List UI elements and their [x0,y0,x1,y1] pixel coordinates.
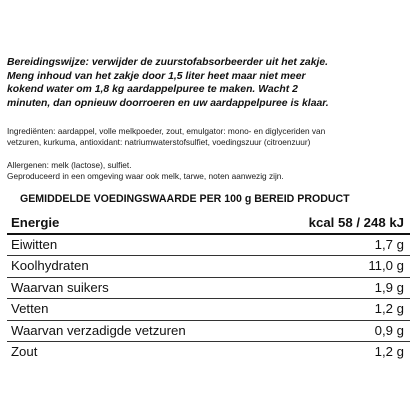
instructions-line: minuten, dan opnieuw doorroeren en uw aardappelpuree is klaar. [7,97,329,109]
ingredients-text [7,126,411,148]
table-row [7,278,410,299]
nutrient-label: Waarvan suikers [11,279,109,295]
allergens-line: Allergenen: melk (lactose), sulfiet. [7,160,132,170]
nutrient-label: Koolhydraten [11,258,89,274]
instructions-line: Bereidingswijze: verwijder de zuurstofabsorbeerder uit het zakje. [7,57,329,68]
table-row [7,342,410,363]
table-row [7,235,410,256]
nutrient-value: 1,2 g [374,301,404,317]
nutrient-value: 1,2 g [374,343,404,359]
nutrient-value: 11,0 g [368,258,404,274]
ingredients-line: vetzuren, kurkuma, antioxidant: natriumwaterstofsulfiet, voedingszuur (citroenzuur) [7,137,311,148]
nutrient-label: Zout [11,343,38,359]
nutrition-heading: GEMIDDELDE VOEDINGSWAARDE PER 100 g BEREID PRODUCT [20,193,350,205]
energy-label: Energie [11,215,60,230]
nutrient-label: Waarvan verzadigde vetzuren [11,322,186,338]
ingredients-line: Ingrediënten: aardappel, volle melkpoeder, zout, emulgator: mono- en diglyceriden van [7,126,326,136]
allergens-line: Geproduceerd in een omgeving waar ook melk, tarwe, noten aanwezig zijn. [7,171,284,182]
nutrient-value: 1,7 g [374,237,404,252]
nutrient-value: 0,9 g [374,322,404,338]
nutrition-table [7,213,410,363]
nutrient-label: Eiwitten [11,237,58,252]
table-row [7,299,410,320]
instructions-line: kokend water om 1,8 kg aardappelpuree te maken. Wacht 2 [7,84,298,96]
preparation-instructions [7,56,411,110]
table-row [7,256,410,277]
nutrient-value: 1,9 g [374,279,404,295]
table-row [7,321,410,342]
allergens-text [7,160,411,182]
nutrient-label: Vetten [11,301,49,317]
instructions-line: Meng inhoud van het zakje door 1,5 liter heet maar niet meer [7,70,306,82]
nutrition-header-row [7,213,410,235]
energy-value: kcal 58 / 248 kJ [308,215,404,230]
